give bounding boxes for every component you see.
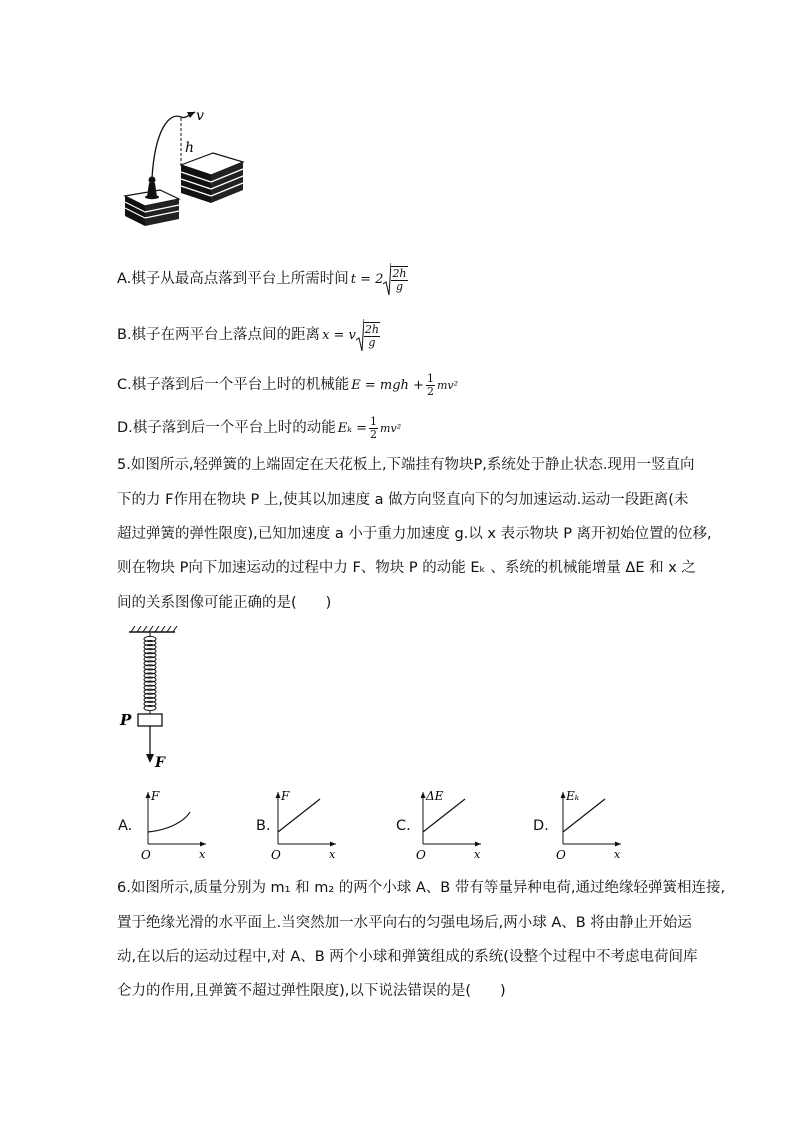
option-a-expr: t = 2 <box>350 271 384 287</box>
origin-label: O <box>271 848 281 862</box>
y-axis-arrow-icon <box>276 792 281 798</box>
graph-curve <box>148 812 190 832</box>
x-axis-arrow-icon <box>330 842 336 847</box>
origin-label: O <box>141 848 151 862</box>
option-c-frac-den: 2 <box>426 384 434 398</box>
x-axis-label: x <box>614 848 621 861</box>
y-axis-label: ΔE <box>426 789 444 803</box>
velocity-arrow-icon <box>187 112 195 118</box>
q6-line-2: 置于绝缘光滑的水平面上.当突然加一水平向右的匀强电场后,两小球 A、B 将由静止开始运 <box>117 915 692 931</box>
x-axis-arrow-icon <box>615 842 621 847</box>
option-d-text: D.棋子落到后一个平台上时的动能 <box>117 419 336 436</box>
label-v: v <box>196 108 204 124</box>
graph-b-label: B. <box>256 818 271 834</box>
option-a-text: A.棋子从最高点落到平台上所需时间 <box>117 270 349 287</box>
y-axis-label: Eₖ <box>566 789 580 803</box>
origin-label: O <box>556 848 566 862</box>
label-h: h <box>185 140 195 156</box>
q5-line-4: 则在物块 P向下加速运动的过程中力 F、物块 P 的动能 Eₖ 、系统的机械能增量 ΔE 和 x 之 <box>117 560 696 576</box>
q5-line-3: 超过弹簧的弹性限度),已知加速度 a 小于重力加速度 g.以 x 表示物块 P 离开初始位置的位移, <box>117 526 712 542</box>
y-axis-label: F <box>151 789 160 803</box>
graph-line <box>423 799 465 832</box>
spring <box>144 633 156 714</box>
option-d-frac-num: 1 <box>370 415 378 428</box>
force-arrow-icon <box>146 754 154 763</box>
block-p <box>138 714 162 726</box>
option-b-rad-num: 2h <box>364 322 379 336</box>
q6-line-3: 动,在以后的运动过程中,对 A、B 两个小球和弹簧组成的系统(设整个过程中不考虑电荷间库 <box>117 949 698 965</box>
option-b-rad-den: g <box>368 335 376 349</box>
q6-line-1: 6.如图所示,质量分别为 m₁ 和 m₂ 的两个小球 A、B 带有等量异种电荷,通过绝缘轻弹簧相连接, <box>117 880 726 896</box>
graph-a-label: A. <box>118 818 133 834</box>
graph-b <box>268 786 343 862</box>
graph-c-label: C. <box>396 818 411 834</box>
graph-line <box>278 799 320 832</box>
q6-line-4: 仑力的作用,且弹簧不超过弹性限度),以下说法错误的是( ) <box>117 983 506 999</box>
y-axis-label: F <box>281 789 290 803</box>
option-d-expr-rhs: mv² <box>380 421 402 435</box>
chess-piece <box>145 177 159 200</box>
x-axis-label: x <box>199 848 206 861</box>
sqrt-icon <box>383 262 391 296</box>
option-b <box>117 318 382 352</box>
graph-line <box>563 799 605 832</box>
x-axis-label: x <box>329 848 336 861</box>
graph-d-label: D. <box>533 818 549 834</box>
label-f: F <box>155 755 165 771</box>
y-axis-arrow-icon <box>146 792 151 798</box>
q5-line-2: 下的力 F作用在物块 P 上,使其以加速度 a 做方向竖直向下的匀加速运动.运动一段距离(未 <box>117 492 689 508</box>
option-b-text: B.棋子在两平台上落点间的距离 <box>117 326 321 343</box>
option-a-rad-den: g <box>395 279 403 293</box>
label-p: P <box>120 711 132 729</box>
x-axis-arrow-icon <box>200 842 206 847</box>
option-b-expr: x = v <box>322 327 356 343</box>
option-d-frac-den: 2 <box>370 427 378 441</box>
origin-label: O <box>416 848 426 862</box>
ceiling-hatch <box>131 626 177 632</box>
option-d-expr-lhs: Eₖ = <box>337 420 368 436</box>
jump-platform-figure <box>115 98 250 233</box>
q5-line-5: 间的关系图像可能正确的是( ) <box>117 595 332 611</box>
x-axis-arrow-icon <box>475 842 481 847</box>
x-axis-label: x <box>474 848 481 861</box>
option-a-rad-num: 2h <box>392 266 407 280</box>
y-axis-arrow-icon <box>421 792 426 798</box>
right-platform <box>181 153 243 203</box>
graph-a <box>138 786 213 862</box>
option-d <box>117 416 401 440</box>
sqrt-icon <box>356 318 364 352</box>
graph-c <box>413 786 488 862</box>
option-c-text: C.棋子落到后一个平台上时的机械能 <box>117 376 350 393</box>
q5-line-1: 5.如图所示,轻弹簧的上端固定在天花板上,下端挂有物块P,系统处于静止状态.现用一竖直向 <box>117 457 695 473</box>
option-c-expr-rhs: mv² <box>436 378 458 392</box>
graph-d <box>553 786 628 862</box>
option-c-frac-num: 1 <box>426 372 434 385</box>
option-c-expr-lhs: E = mgh + <box>351 377 424 393</box>
spring-block-figure <box>115 624 185 774</box>
y-axis-arrow-icon <box>561 792 566 798</box>
option-c <box>117 373 458 397</box>
option-a <box>117 262 410 296</box>
